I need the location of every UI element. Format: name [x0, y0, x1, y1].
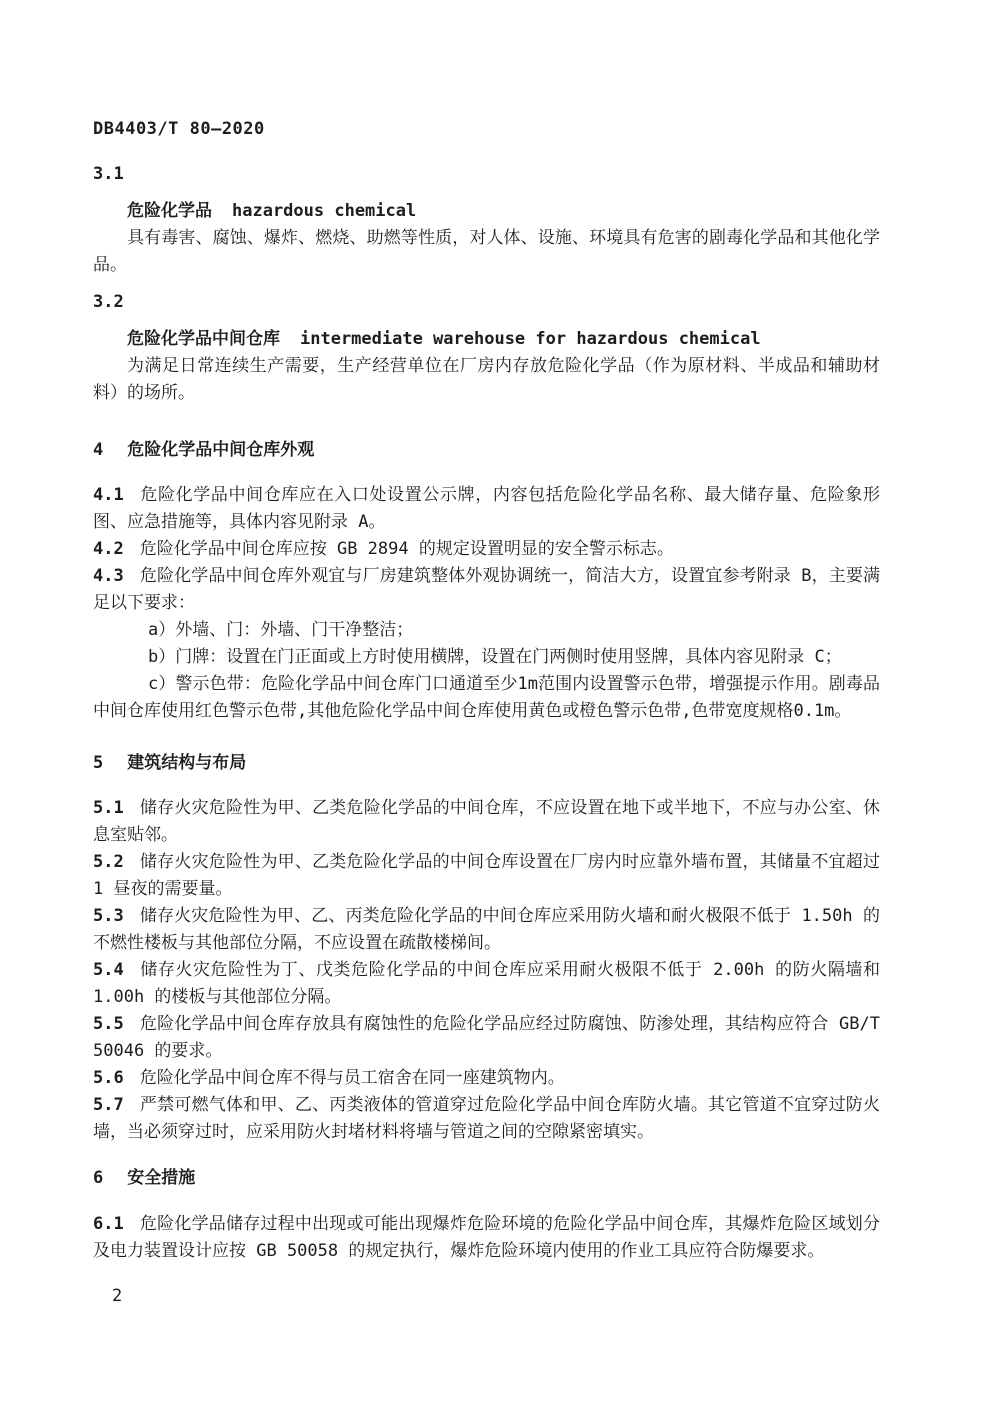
section-heading: [93, 437, 880, 464]
clause: [93, 957, 880, 1011]
clause-number: 4.1: [93, 485, 124, 505]
term-title: [93, 198, 880, 225]
clause: [93, 1011, 880, 1065]
section-title: 安全措施: [127, 1168, 196, 1188]
clause-number: 5.7: [93, 1095, 124, 1115]
clause-text: 储存火灾危险性为甲、乙、丙类危险化学品的中间仓库应采用防火墙和耐火极限不低于 1.50h 的不燃性楼板与其他部位分隔，不应设置在疏散楼梯间。: [93, 906, 880, 953]
term-title-en: hazardous chemical: [232, 201, 417, 221]
clause-text: 储存火灾危险性为甲、乙类危险化学品的中间仓库，不应设置在地下或半地下，不应与办公室、休息室贴邻。: [93, 798, 880, 845]
clause-number: 5.3: [93, 906, 124, 926]
section-number: 5: [93, 753, 104, 773]
term-title-zh: 危险化学品中间仓库: [127, 329, 280, 349]
clause-number: 6.1: [93, 1214, 124, 1234]
term-title: [93, 326, 880, 353]
list-item: b）门牌：设置在门正面或上方时使用横牌，设置在门两侧时使用竖牌，具体内容见附录 C；: [148, 647, 842, 667]
term-number: 3.2: [93, 292, 124, 312]
clause-number: 5.4: [93, 960, 124, 980]
clause-text: 危险化学品储存过程中出现或可能出现爆炸危险环境的危险化学品中间仓库，其爆炸危险区域划分及电力装置设计应按 GB 50058 的规定执行，爆炸危险环境内使用的作业工具应符合防爆要求。: [93, 1214, 880, 1261]
clause: [93, 536, 880, 563]
clause-text: 危险化学品中间仓库应在入口处设置公示牌，内容包括危险化学品名称、最大储存量、危险象形图、应急措施等，具体内容见附录 A。: [93, 485, 880, 532]
clause: [93, 903, 880, 957]
clause-text: 储存火灾危险性为甲、乙类危险化学品的中间仓库设置在厂房内时应靠外墙布置，其储量不宜超过 1 昼夜的需要量。: [93, 852, 880, 899]
clause: [93, 1065, 880, 1092]
clause-number: 5.2: [93, 852, 124, 872]
clause-text: 危险化学品中间仓库不得与员工宿舍在同一座建筑物内。: [139, 1068, 565, 1088]
term-title-en: intermediate warehouse for hazardous chemical: [300, 329, 761, 349]
clause: [93, 849, 880, 903]
section-heading: [93, 750, 880, 777]
clause: [93, 795, 880, 849]
term-entry: [93, 326, 880, 407]
term-title-zh: 危险化学品: [127, 201, 212, 221]
clause: [93, 1092, 880, 1146]
term-definition: 具有毒害、腐蚀、爆炸、燃烧、助燃等性质，对人体、设施、环境具有危害的剧毒化学品和其他化学品。: [93, 228, 880, 275]
clause-number: 4.3: [93, 566, 124, 586]
section-heading: [93, 1165, 880, 1192]
term-definition: 为满足日常连续生产需要，生产经营单位在厂房内存放危险化学品（作为原材料、半成品和辅助材料）的场所。: [93, 356, 880, 403]
clause-text: 储存火灾危险性为丁、戊类危险化学品的中间仓库应采用耐火极限不低于 2.00h 的防火隔墙和 1.00h 的楼板与其他部位分隔。: [93, 960, 880, 1007]
clause-text: 严禁可燃气体和甲、乙、丙类液体的管道穿过危险化学品中间仓库防火墙。其它管道不宜穿过防火墙，当必须穿过时，应采用防火封堵材料将墙与管道之间的空隙紧密填实。: [93, 1095, 880, 1142]
clause-text: 危险化学品中间仓库存放具有腐蚀性的危险化学品应经过防腐蚀、防渗处理，其结构应符合 GB/T 50046 的要求。: [93, 1014, 880, 1061]
section-title: 危险化学品中间仓库外观: [127, 440, 315, 460]
clause: [93, 563, 880, 617]
clause: [93, 482, 880, 536]
term-number: 3.1: [93, 164, 124, 184]
clause-number: 5.6: [93, 1068, 124, 1088]
page-number: 2: [112, 1286, 123, 1306]
clause-number: 5.1: [93, 798, 124, 818]
section-number: 6: [93, 1168, 104, 1188]
document-code: DB4403/T 80—2020: [93, 119, 265, 139]
clause-number: 5.5: [93, 1014, 124, 1034]
term-entry: [93, 198, 880, 279]
clause: [93, 1211, 880, 1265]
section-title: 建筑结构与布局: [127, 753, 247, 773]
list-item: c）警示色带：危险化学品中间仓库门口通道至少1m范围内设置警示色带，增强提示作用。剧毒品中间仓库使用红色警示色带,其他危险化学品中间仓库使用黄色或橙色警示色带,色带宽度规格0.1m。: [93, 674, 880, 721]
section-number: 4: [93, 440, 104, 460]
list-item: a）外墙、门：外墙、门干净整洁；: [148, 620, 414, 640]
clause-text: 危险化学品中间仓库外观宜与厂房建筑整体外观协调统一，简洁大方，设置宜参考附录 B，主要满足以下要求：: [93, 566, 880, 613]
clause-number: 4.2: [93, 539, 124, 559]
clause-text: 危险化学品中间仓库应按 GB 2894 的规定设置明显的安全警示标志。: [139, 539, 674, 559]
